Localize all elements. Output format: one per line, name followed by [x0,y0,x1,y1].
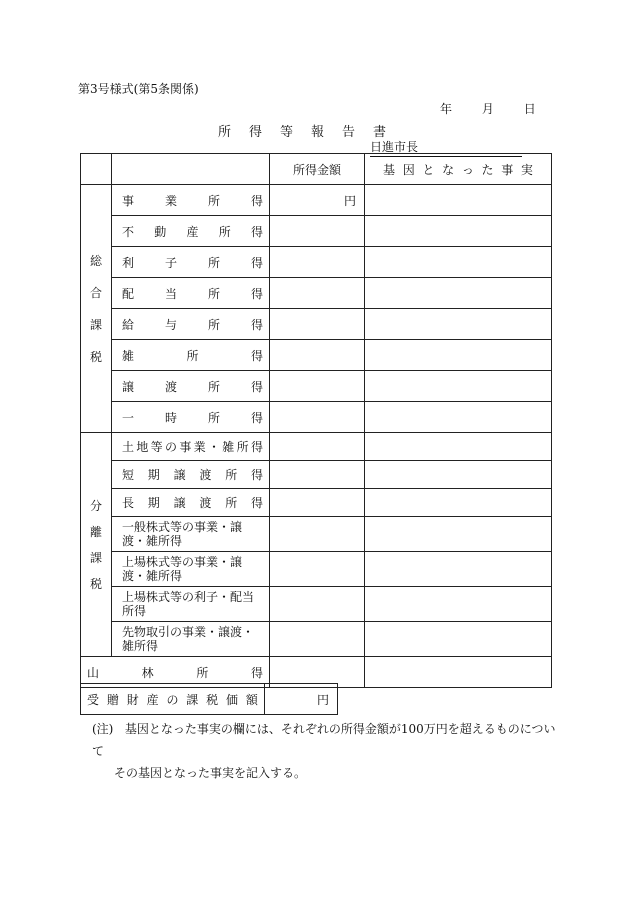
table-row [81,684,338,715]
group-label-char: 離 [89,524,102,539]
header-basis-char: 因 [402,162,415,177]
income-type-char: 動 [154,224,167,239]
income-type-label [112,517,270,552]
income-type-line-1: 上場株式等の事業・譲 [122,555,243,569]
income-type-char: 産 [186,224,199,239]
income-type-text [122,192,263,209]
income-type-char: 所 [207,255,220,270]
income-type-text [122,223,263,240]
header-basis-char: 基 [383,162,396,177]
income-type-text [122,254,263,271]
income-type-label [112,216,270,247]
mountain-income-char: 得 [250,665,263,680]
table-row [81,489,552,517]
note-prefix: (注) [92,722,114,736]
income-type-char: 所 [186,348,199,363]
income-type-char: 得 [250,410,263,425]
separate-tax-label [81,433,112,657]
income-type-label [112,185,270,216]
basis-cell[interactable] [365,517,552,552]
income-type-text [122,494,263,511]
basis-cell[interactable] [365,552,552,587]
gift-label-char: 額 [245,692,258,707]
header-basis-char: っ [461,162,474,177]
group-label-char: 税 [89,349,102,364]
income-type-text [122,438,263,455]
income-type-char: 得 [250,440,263,454]
income-type-line-2: 雑所得 [122,639,159,653]
income-type-char: 不 [122,224,135,239]
income-type-char: 所 [207,193,220,208]
gift-table [80,683,338,715]
amount-cell[interactable]: 円 [270,185,365,216]
mountain-income-char: 林 [141,665,154,680]
income-type-text [122,316,263,333]
table-row [81,340,552,371]
gift-amount-cell[interactable]: 円 [265,684,338,715]
mountain-income-char: 山 [87,665,100,680]
income-type-char: 事 [179,440,192,454]
note [92,718,562,784]
basis-cell[interactable] [365,216,552,247]
income-type-label [112,587,270,622]
income-type-label [112,552,270,587]
basis-cell[interactable] [365,371,552,402]
income-type-label [112,309,270,340]
income-type-text [122,466,263,483]
gift-label-char: 課 [186,692,199,707]
amount-cell[interactable] [270,489,365,517]
table-row [81,402,552,433]
income-type-char: 得 [250,348,263,363]
amount-cell[interactable] [270,433,365,461]
amount-cell[interactable] [270,309,365,340]
income-type-text [122,347,263,364]
basis-cell[interactable] [365,489,552,517]
table-row [81,517,552,552]
income-type-label [112,340,270,371]
basis-cell[interactable] [365,309,552,340]
header-basis-char: 事 [501,162,514,177]
basis-cell[interactable] [365,185,552,216]
income-type-char: 渡 [164,379,177,394]
income-type-char: 所 [225,468,238,482]
income-type-char: 得 [250,255,263,270]
gift-label-char: 財 [126,692,139,707]
basis-cell[interactable] [365,402,552,433]
income-type-label [112,278,270,309]
mountain-income-char: 所 [196,665,209,680]
day-label: 日 [523,102,536,116]
header-basis [365,154,552,185]
gift-label-char: 受 [87,692,100,707]
income-type-label [112,402,270,433]
income-type-char: 得 [250,496,263,510]
amount-cell[interactable] [270,278,365,309]
basis-cell[interactable] [365,461,552,489]
income-type-line-2: 渡・雑所得 [122,569,183,583]
gift-label-char: 税 [206,692,219,707]
amount-cell[interactable] [270,340,365,371]
gift-label [81,684,265,715]
income-type-char: 業 [164,193,177,208]
income-type-char: 所 [218,224,231,239]
income-type-char: 期 [147,496,160,510]
comprehensive-tax-label [81,185,112,433]
table-row [81,247,552,278]
header-basis-char: 実 [520,162,533,177]
header-blank-1 [81,154,112,185]
basis-cell[interactable] [365,657,552,688]
income-type-char: 地 [136,440,149,454]
income-type-char: 所 [207,286,220,301]
group-label-char: 合 [89,285,102,300]
income-type-char: 所 [207,410,220,425]
comprehensive-section [81,185,552,433]
income-type-char: 配 [122,286,135,301]
income-type-line-2: 所得 [122,604,147,618]
mountain-income-text [87,664,263,681]
income-type-char: 利 [122,255,135,270]
group-label-char: 総 [89,253,102,268]
group-label-char: 課 [89,550,102,565]
gift-label-char: 産 [146,692,159,707]
table-row [81,216,552,247]
amount-cell[interactable] [270,587,365,622]
table-row [81,185,552,216]
header-basis-char: た [481,162,494,177]
income-type-char: 短 [122,468,135,482]
income-type-char: 長 [122,496,135,510]
amount-cell[interactable] [270,402,365,433]
income-type-line-1: 上場株式等の利子・配当 [122,590,255,604]
table-header-row [81,154,552,185]
income-type-line-1: 一般株式等の事業・譲 [122,520,243,534]
gift-label-text [87,691,258,708]
basis-cell[interactable] [365,247,552,278]
gift-label-char: の [166,692,179,707]
amount-cell[interactable] [270,622,365,657]
group-label-char: 分 [89,498,102,513]
table-row [81,461,552,489]
header-basis-text [383,161,533,178]
table-row [81,309,552,340]
form-number: 第3号様式(第5条関係) [78,82,199,96]
income-type-char: 所 [225,496,238,510]
document-title: 所得等報告書 [218,125,405,140]
income-type-char: 譲 [173,468,186,482]
income-type-label [112,489,270,517]
table-row [81,552,552,587]
group-label-char: 税 [89,576,102,591]
income-type-char: 譲 [122,379,135,394]
income-type-char: ・ [207,440,220,454]
header-blank-2 [112,154,270,185]
income-type-char: 給 [122,317,135,332]
year-label: 年 [440,102,453,116]
income-type-char: 得 [250,193,263,208]
table-row [81,587,552,622]
income-type-char: 土 [122,440,135,454]
date-line [440,100,536,117]
table-row [81,371,552,402]
header-basis-char: な [442,162,455,177]
income-type-label [112,433,270,461]
income-type-label [112,622,270,657]
income-type-char: 等 [150,440,163,454]
addressee: 日進市長 [370,138,522,157]
header-amount: 所得金額 [270,154,365,185]
income-type-label [112,247,270,278]
month-label: 月 [481,102,494,116]
amount-cell[interactable] [270,216,365,247]
gift-label-char: 贈 [106,692,119,707]
gift-label-char: 価 [226,692,239,707]
table-row [81,433,552,461]
income-type-char: 事 [122,193,135,208]
table-row [81,622,552,657]
income-type-text [122,378,263,395]
income-type-char: 譲 [173,496,186,510]
amount-cell[interactable] [270,552,365,587]
income-type-char: 当 [164,286,177,301]
income-type-text [122,409,263,426]
income-type-char: 与 [164,317,177,332]
income-type-char: 子 [164,255,177,270]
income-type-char: 得 [250,317,263,332]
header-basis-char: と [422,162,435,177]
income-type-line-1: 先物取引の事業・譲渡・ [122,625,255,639]
income-type-char: 得 [250,286,263,301]
income-type-text [122,285,263,302]
income-type-label [112,371,270,402]
amount-cell[interactable] [270,247,365,278]
basis-cell[interactable] [365,278,552,309]
income-type-char: 渡 [199,468,212,482]
income-type-char: 得 [250,468,263,482]
income-type-char: 雑 [122,348,135,363]
income-type-char: 業 [193,440,206,454]
income-type-char: 一 [122,410,135,425]
income-type-char: 雑 [222,440,235,454]
basis-cell[interactable] [365,622,552,657]
note-line-1: 基因となった事実の欄には、それぞれの所得金額が100万円を超えるものについて [92,722,556,758]
amount-cell[interactable] [270,461,365,489]
basis-cell[interactable] [365,587,552,622]
income-type-char: 得 [250,224,263,239]
table-row [81,278,552,309]
note-line-2: その基因となった事実を記入する。 [114,766,307,780]
basis-cell[interactable] [365,340,552,371]
income-type-char: 期 [147,468,160,482]
amount-cell[interactable] [270,517,365,552]
separate-section [81,433,552,657]
amount-cell[interactable] [270,371,365,402]
income-type-char: 得 [250,379,263,394]
income-type-line-2: 渡・雑所得 [122,534,183,548]
income-type-char: 時 [164,410,177,425]
basis-cell[interactable] [365,433,552,461]
income-type-char: 所 [236,440,249,454]
income-type-char: 所 [207,379,220,394]
group-label-char: 課 [89,317,102,332]
income-type-char: 渡 [199,496,212,510]
income-type-char: の [164,440,177,454]
income-type-label [112,461,270,489]
income-type-char: 所 [207,317,220,332]
income-table [80,153,552,688]
